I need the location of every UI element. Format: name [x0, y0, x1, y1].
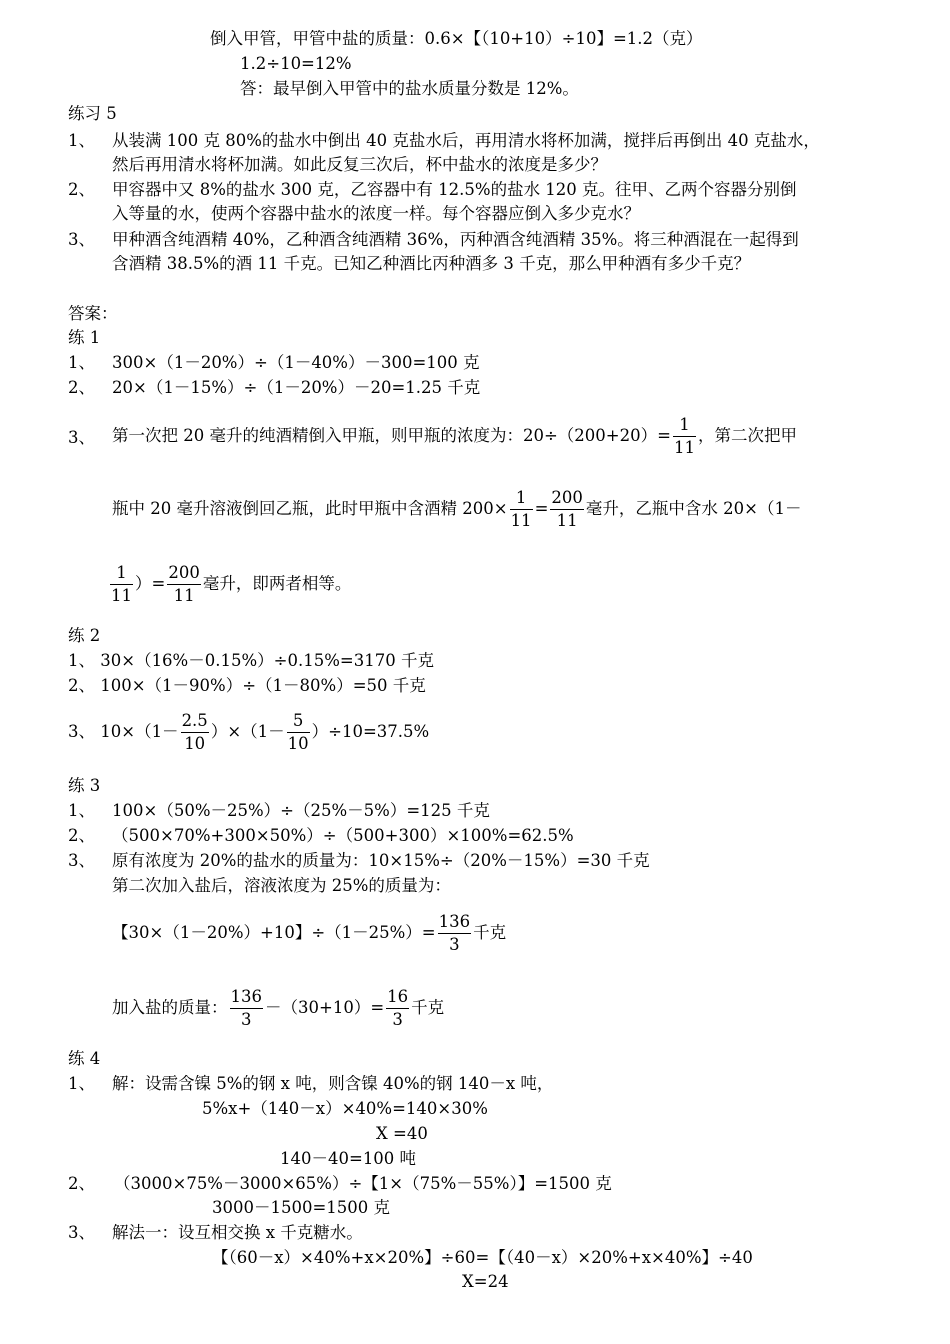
answer-text: 3000－1500=1500 克 [212, 1198, 391, 1217]
question-text: 甲种酒含纯酒精 40%，乙种酒含纯酒精 36%，丙种酒含纯酒精 35%。将三种酒混在一起得到 [112, 230, 799, 249]
calc-line: 1.2÷10=12% [240, 54, 352, 73]
answer-text: 1、 30×（16%－0.15%）÷0.15%=3170 千克 [68, 651, 434, 670]
fraction: $\frac{5}{10}$ [287, 711, 309, 753]
formula-text: 千克 [411, 998, 445, 1017]
question-text: 入等量的水，使两个容器中盐水的浓度一样。每个容器应倒入多少克水？ [112, 204, 640, 223]
question-text: 然后再用清水将杯加满。如此反复三次后，杯中盐水的浓度是多少？ [112, 155, 607, 174]
question-text: 含酒精 38.5%的酒 11 千克。已知乙种酒比丙种酒多 3 千克，那么甲种酒有多少千克？ [112, 254, 751, 273]
answer-formula [112, 415, 797, 458]
answer-text: 20×（1－15%）÷（1－20%）－20=1.25 千克 [112, 378, 481, 397]
answer-text: 解法一：设互相交换 x 千克糖水。 [112, 1223, 363, 1242]
formula-text: ，第二次把甲 [697, 426, 797, 445]
answer-number: 3、 [68, 428, 95, 447]
answer-text: 5%x+（140－x）×40%=140×30% [202, 1099, 488, 1118]
answer-formula [112, 912, 506, 955]
fraction: $\frac{200}{11}$ [551, 488, 583, 530]
formula-text: 瓶中 20 毫升溶液倒回乙瓶，此时甲瓶中含酒精 200× [112, 499, 508, 518]
answer-formula [68, 711, 429, 754]
answer-text: 100×（50%－25%）÷（25%－5%）=125 千克 [112, 801, 490, 820]
answer-number: 1、 [68, 801, 95, 820]
answer-text: （3000×75%－3000×65%）÷【1×（75%－55%）】=1500 克 [114, 1174, 612, 1193]
answer-text: 解：设需含镍 5%的钢 x 吨，则含镍 40%的钢 140－x 吨， [112, 1074, 554, 1093]
answer-formula [112, 488, 801, 531]
formula-text: ）÷10=37.5% [311, 722, 430, 741]
answer-text: X =40 [376, 1124, 428, 1143]
answer-formula [112, 987, 444, 1030]
fraction: $\frac{1}{11}$ [111, 563, 132, 605]
answer-number: 1、 [68, 1074, 95, 1093]
answer-text: 300×（1－20%）÷（1－40%）－300=100 克 [112, 353, 480, 372]
question-number: 2、 [68, 180, 95, 199]
formula-text: = [534, 499, 549, 518]
formula-text: 加入盐的质量： [112, 998, 228, 1017]
answer-number: 2、 [68, 378, 95, 397]
answers-title: 答案： [68, 304, 118, 323]
section-title: 练 3 [68, 776, 101, 795]
formula-text: ）= [135, 574, 166, 593]
answer-number: 2、 [68, 1174, 95, 1193]
question-number: 3、 [68, 230, 95, 249]
answer-text: 原有浓度为 20%的盐水的质量为：10×15%÷（20%－15%）=30 千克 [112, 851, 650, 870]
fraction: $\frac{200}{11}$ [168, 563, 200, 605]
question-text: 甲容器中又 8%的盐水 300 克，乙容器中有 12.5%的盐水 120 克。往甲、乙两个容器分别倒 [112, 180, 797, 199]
answer-line: 答：最早倒入甲管中的盐水质量分数是 12%。 [240, 79, 579, 98]
answer-text: X=24 [462, 1272, 509, 1291]
answer-formula [108, 563, 351, 606]
answer-number: 1、 [68, 353, 95, 372]
answer-text: （500×70%+300×50%）÷（500+300）×100%=62.5% [112, 826, 574, 845]
calc-line: 倒入甲管，甲管中盐的质量：0.6×【（10+10）÷10】=1.2（克） [210, 29, 703, 48]
fraction: $\frac{1}{11}$ [673, 415, 695, 457]
fraction: $\frac{2.5}{10}$ [181, 711, 208, 753]
fraction: $\frac{136}{3}$ [230, 987, 262, 1029]
formula-text: 千克 [473, 923, 507, 942]
formula-text: 第一次把 20 毫升的纯酒精倒入甲瓶，则甲瓶的浓度为：20÷（200+20）= [112, 426, 671, 445]
section-title: 练 2 [68, 626, 101, 645]
answer-text: 第二次加入盐后，溶液浓度为 25%的质量为： [112, 876, 451, 895]
question-text: 从装满 100 克 80%的盐水中倒出 40 克盐水后，再用清水将杯加满，搅拌后再倒出 40 克盐水， [112, 131, 820, 150]
section-title: 练 4 [68, 1049, 101, 1068]
answer-number: 3、 [68, 1223, 95, 1242]
formula-text: 毫升，即两者相等。 [202, 574, 352, 593]
formula-text: 3、 10×（1－ [68, 722, 179, 741]
fraction: $\frac{136}{3}$ [438, 912, 471, 954]
answer-number: 2、 [68, 826, 95, 845]
formula-text: ）×（1－ [210, 722, 285, 741]
fraction: $\frac{1}{11}$ [510, 488, 532, 530]
formula-text: 【30×（1－20%）+10】÷（1－25%）= [112, 923, 436, 942]
formula-text: －（30+10）= [265, 998, 385, 1017]
section-title: 练习 5 [68, 104, 117, 123]
question-number: 1、 [68, 131, 95, 150]
answer-text: 【（60－x）×40%+x×20%】÷60=【（40－x）×20%+x×40%】÷40 [212, 1248, 753, 1267]
section-title: 练 1 [68, 328, 101, 347]
answer-text: 2、 100×（1－90%）÷（1－80%）=50 千克 [68, 676, 426, 695]
answer-number: 3、 [68, 851, 95, 870]
answer-text: 140－40=100 吨 [280, 1149, 417, 1168]
fraction: $\frac{16}{3}$ [387, 987, 409, 1029]
formula-text: 毫升，乙瓶中含水 20×（1－ [585, 499, 802, 518]
